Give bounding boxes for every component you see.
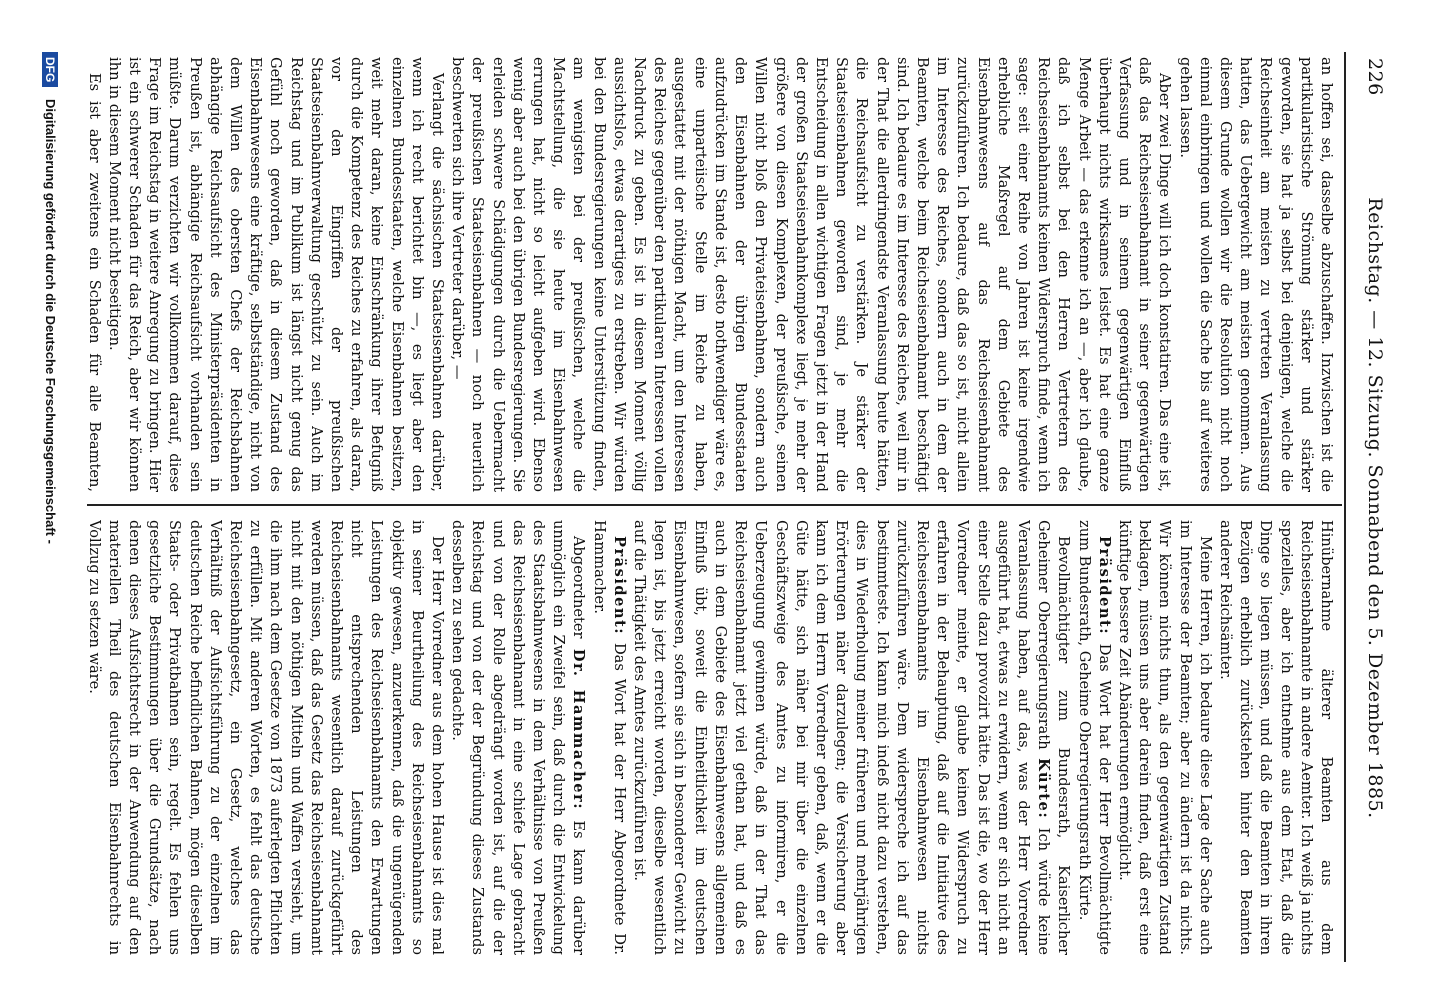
page-title: Reichstag. — 12. Sitzung. Sonnabend den 5. Dezember 1885. <box>1364 197 1386 819</box>
paragraph: an hoffen sei, dasselbe abzuschaffen. Inzwischen ist die partikularistische Strömung stärker und stärker geworden, sie hat ja selbst bei denjenigen, welche die Reichseinheit am meisten zu vertreten Veranlassung hatten, das Uebergewicht am meisten genommen. Aus diesem Grunde wollen wir die Resolution nicht noch einmal einbringen und wollen die Sache bis auf weiteres gehen lassen. <box>1176 57 1335 492</box>
dfg-logo: DFG <box>42 52 58 87</box>
column-divider <box>87 504 1342 506</box>
statement-text: Das Wort hat der Herr Bevollmächtigte zum Bundesrath, Geheime Oberregierungsrath Kürte. <box>1075 520 1113 955</box>
speaker-label: Dr. Hammacher: <box>570 648 588 811</box>
kuerte-statement <box>629 520 1073 955</box>
page-header <box>1354 58 1392 958</box>
left-column <box>86 57 1336 492</box>
hammacher-statement <box>447 520 588 955</box>
paragraph: Verlangt die sächsischen Staatseisenbahnen darüber, wenn ich recht berichtet bin —, es liegt aber den einzelnen Bundesstaaten, welche Eisenbahnen besitzen, weit mehr daran, keine Einschränkung ihrer Befugniß durch die Kompetenz des Reiches zu erfahren, als daran, vor den Eingriffen der preußischen Staatseisenbahnverwaltung geschützt zu sein. Auch im Reichstag und im Publikum ist längst nicht genug das Gefühl noch geworden, daß in diesem Zustand des Eisenbahnwesens eine kräftige, selbstständige, nicht von dem Willen des obersten Chefs der Reichsbahnen abhängige Reichsaufsicht des Ministerpräsidenten in Preußen ist, abhängige Reichsaufsicht vorhanden sein müßte. Darum verzichten wir vollkommen darauf, diese Frage im Reichstag in weitere Anregung zu bringen. Hier ist ein schwerer Schaden für das Reich, aber wir können ihn in diesem Moment nicht beseitigen. <box>105 57 447 492</box>
header-rule <box>1344 52 1346 962</box>
statement-text: Ich würde keine Veranlassung haben, auf das, was der Herr Vorredner ausgeführt hat, etwas zu erwidern, wenn er sich nicht an einer Stelle dazu provozirt hätte. Das ist die, wo der Herr Vorredner meinte, er glaube keinen Widerspruch zu erfahren in der Behauptung, daß auf die Initiative des Reichseisenbahnamts im Eisenbahnwesen nichts zurückzuführen wäre. Dem widerspreche ich auf das bestimmteste. Ich kann mich indeß nicht dazu verstehen, dies in Wiederholung meiner früheren und mehrjährigen Erörterungen näher darzulegen; die Versicherung aber kann ich dem Herrn Vorredner geben, daß, wenn er die Güte hätte, sich näher bei mir über die einzelnen Geschäftszweige des Amtes zu informiren, er die Ueberzeugung gewinnen würde, daß in der That das Reichseisenbahnamt jetzt viel gethan hat, und daß es auch in dem Gebiete des Eisenbahnwesens allgemeinen Einfluß übt, soweit die Einheitlichkeit im deutschen Eisenbahnwesen, sofern sie sich in besonderer Gewicht zu legen ist, bis jetzt erreicht worden, dieselbe wesentlich auf die Thätigkeit des Amtes zurückzuführen ist. <box>631 520 1053 955</box>
speaker-title: Abgeordneter <box>570 536 588 639</box>
paragraph: Aber zwei Dinge will ich doch konstatiren. Das eine ist, daß das Reichseisenbahnamt in seiner gegenwärtigen Verfassung und in seinem gegenwärtigen Einfluß überhaupt nichts wirksames leistet. Es hat eine ganze Menge Arbeit — das erkenne ich an —, aber ich glaube, daß ich selbst bei den Herren Vertretern des Reichseisenbahnamts keinen Widerspruch finde, wenn ich sage: seit einer Reihe von Jahren ist keine irgendwie erhebliche Maßregel auf dem Gebiete des Eisenbahnwesens auf das Reichseisenbahnamt zurückzuführen. Ich bedaure, daß das so ist, nicht allein im Interesse des Reiches, sondern auch in dem der Beamten, welche beim Reichseisenbahnamt beschäftigt sind. Ich bedaure es im Interesse des Reiches, weil mir in der That die allerdringendste Veranlassung heute hätten, die Reichsaufsicht zu verstärken. Je stärker der Staatseisenbahnen geworden sind, je mehr die Entscheidung in allen wichtigen Fragen jetzt in der Hand der großen Staatseisenbahnkomplexe liegt, je mehr der größere von diesen Komplexen, der preußische, seinen Willen nicht bloß den Privateisenbahnen, sondern auch den Eisenbahnen der übrigen Bundesstaaten aufzudrücken im Stande ist, desto nothwendiger wäre es, eine unparteiische Stelle im Reiche zu haben, ausgestattet mit der nöthigen Macht, um den Interessen des Reiches gegenüber den partikularen Interessen vollen Nachdruck zu geben. Es ist in diesem Moment völlig aussichtslos, etwas derartiges zu erstreben. Wir würden bei den Bundesregierungen keine Unterstützung finden, am wenigsten bei der preußischen, welche die Machtstellung, die sie heute im Eisenbahnwesen errungen hat, nicht so leicht aufgeben wird. Ebenso wenig aber auch bei den übrigen Bundesregierungen. Sie erleiden schwere Schädigungen durch die Uebermacht der preußischen Staatseisenbahnen — noch neuerlich beschwerten sich ihre Vertreter darüber, — <box>449 57 1174 492</box>
speaker-title: Bevollmächtigter zum Bundesrath, Kaiserlicher Geheimer Oberregierungsrath <box>1035 520 1073 955</box>
president-statement <box>1073 520 1113 955</box>
speaker-label: Präsident: <box>1095 536 1113 636</box>
paragraph: Hinübernahme älterer Beamten aus dem Reichseisenbahnamte in andere Aemter. Ich weiß ja nichts spezielles, aber ich entnehme aus dem Etat, daß die Dinge so liegen müssen, und daß die Beamten in ihren Bezügen erheblich zurückstehen hinter den Beamten anderer Reichsämter. <box>1216 520 1335 955</box>
paragraph: Es ist aber zweitens ein Schaden für alle Beamten, <box>86 73 103 492</box>
credit-text: Digitalisierung gefördert durch die Deutsche Forschungsgemeinschaft - <box>43 98 58 544</box>
speaker-label: Präsident: <box>610 536 628 636</box>
right-column <box>86 520 1336 955</box>
speaker-label: Kürte: <box>1035 758 1053 820</box>
statement-text: Das Wort hat der Herr Abgeordnete Dr. Hammacher. <box>590 520 628 955</box>
paragraph: Der Herr Vorredner aus dem hohen Hause ist dies mal in seiner Beurtheilung des Reichseisenbahnamts so objektiv gewesen, anzuerkennen, daß die ungenügenden Leistungen des Reichseisenbahnamts den Erwartungen nicht entsprechenden Leistungen des Reichseisenbahnamts wesentlich darauf zurückgeführt werden müssen, daß das Gesetz das Reichseisenbahnamt nicht mit den nöthigen Mitteln und Waffen versieht, um die ihm nach dem Gesetze von 1873 auferlegten Pflichten zu erfüllen. Mit anderen Worten, es fehlt das deutsche Reichseisenbahngesetz, ein Gesetz, welches das Verhältniß der Aufsichtsführung zu der einzelnen im deutschen Reiche befindlichen Bahnen, mögen dieselben Staats- oder Privatbahnen sein, regelt. Es fehlen uns gesetzliche Bestimmungen über die Grundsätze, nach denen dieses Aufsichtsrecht in der Anwendung auf den materiellen Theil des deutschen Eisenbahnrechts in Vollzug zu setzen wäre. <box>86 520 447 955</box>
digitization-credit <box>32 52 58 962</box>
statement-text: Es kann darüber unmöglich ein Zweifel sein, daß durch die Entwickelung des Staatsbahnwesens in dem Verhältnisse von Preußen das Reichseisenbahnamt in eine schiefe Lage gebracht und von der Rolle abgedrängt worden ist, auf die der Reichstag und von der der Begründung dieses Zustands desselben zu sehen gedachte. <box>449 520 588 955</box>
president-statement <box>588 520 628 955</box>
paragraph: Meine Herren, ich bedaure diese Lage der Sache auch im Interesse der Beamten; aber zu ändern ist da nichts. Wir können nichts thun, als den gegenwärtigen Zustand beklagen, müssen uns aber darein finden, daß erst eine künftige bessere Zeit Abänderungen ermöglicht. <box>1115 520 1214 955</box>
page-number: 226 <box>1364 58 1386 96</box>
